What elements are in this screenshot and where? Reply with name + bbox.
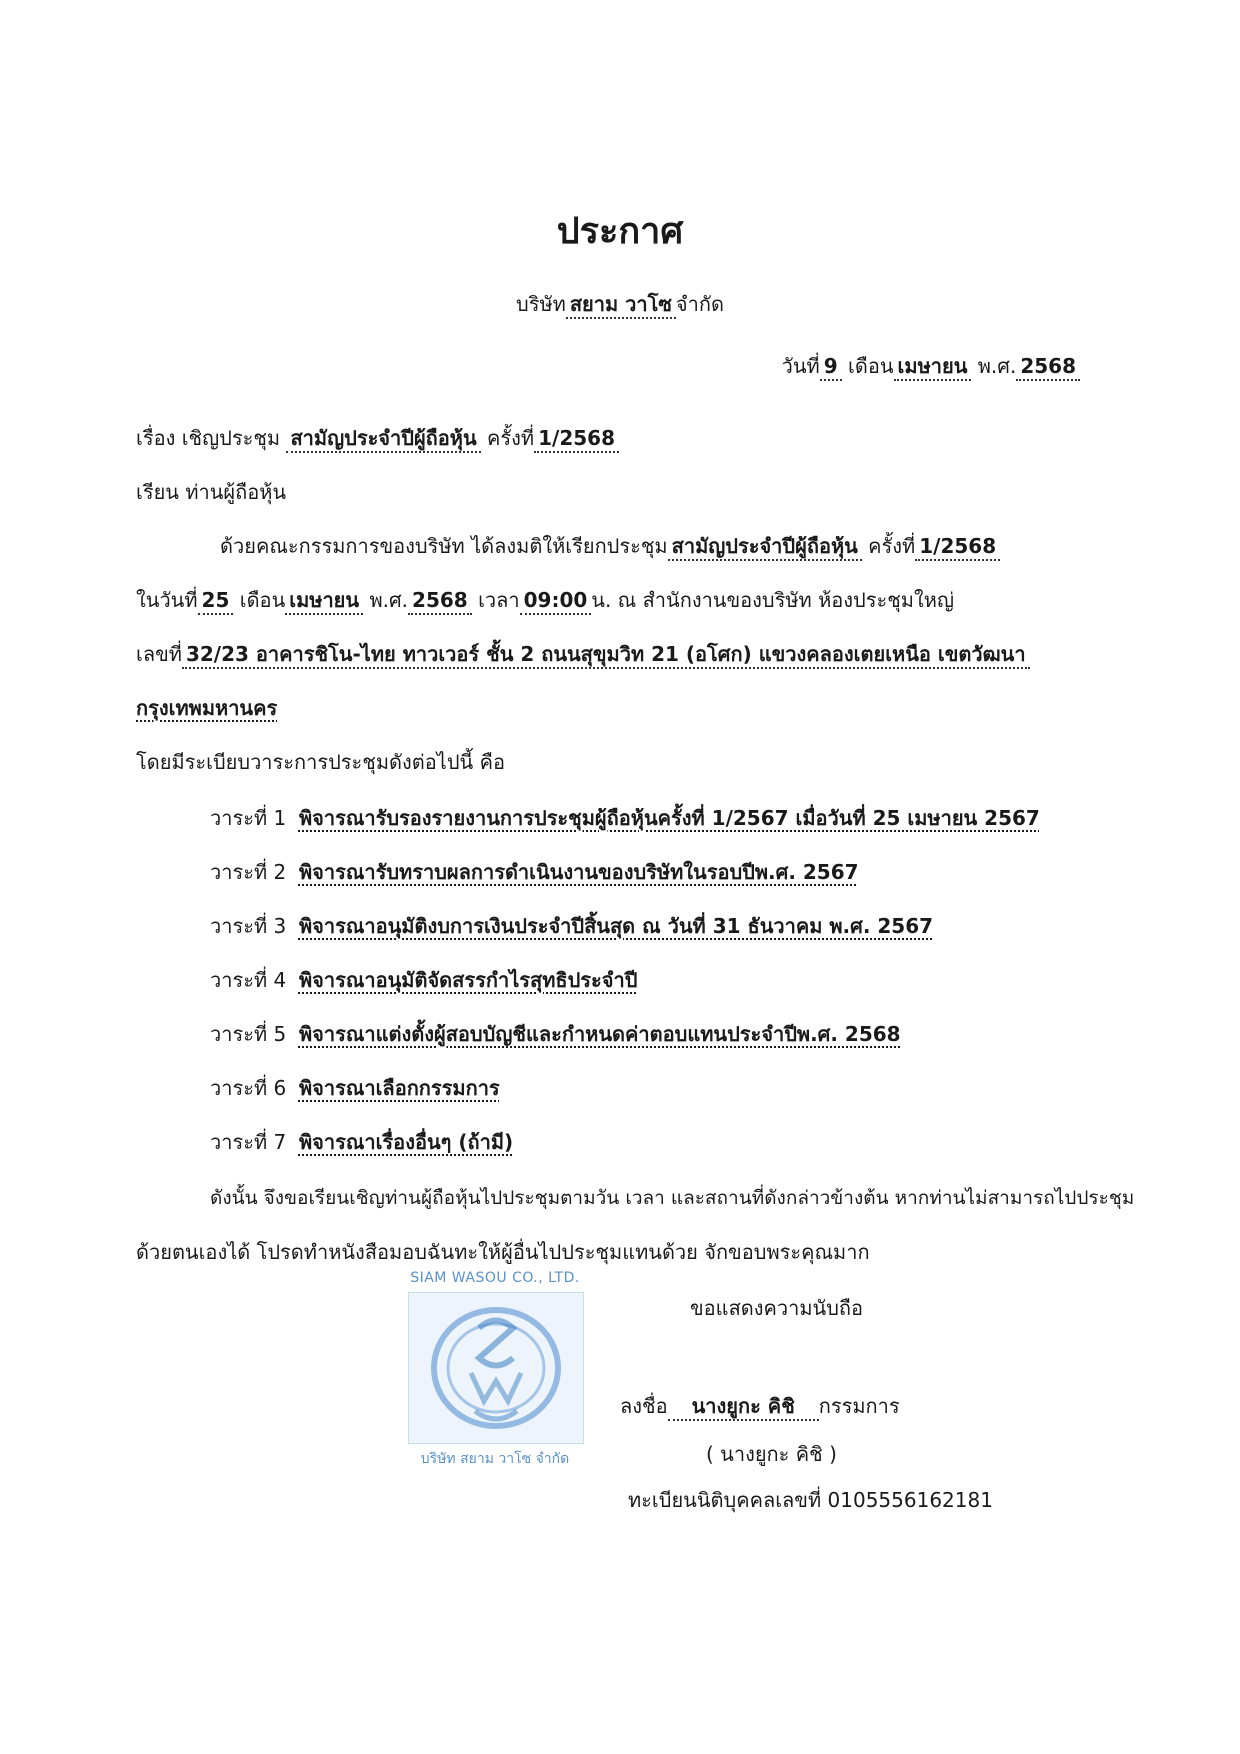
agenda-item [210, 912, 933, 940]
body-meeting-no: 1/2568 [915, 534, 1000, 561]
page-title: ประกาศ [556, 211, 684, 252]
agenda-item [210, 804, 1040, 832]
agenda-intro: โดยมีระเบียบวาระการประชุมดังต่อไปนี้ คือ [136, 750, 505, 774]
body-place-intro: น. ณ สำนักงานของบริษัท ห้องประชุมใหญ่ [591, 588, 954, 612]
date-month-label: เดือน [848, 354, 894, 378]
company-stamp [400, 1270, 590, 1470]
stamp-bottom-text: บริษัท สยาม วาโซ จำกัด [420, 1451, 570, 1467]
agenda-label: วาระที่ 3 [210, 914, 287, 938]
body-intro: ด้วยคณะกรรมการของบริษัท ได้ลงมติให้เรียกประชุม [220, 534, 668, 558]
body-year-label: พ.ศ. [369, 588, 409, 612]
agenda-text: พิจารณาอนุมัติจัดสรรกำไรสุทธิประจำปี [298, 968, 638, 992]
stamp-emblem [408, 1292, 584, 1444]
agenda-label: วาระที่ 1 [210, 806, 287, 830]
agenda-item [210, 1020, 901, 1048]
agenda-item [210, 1128, 513, 1156]
date-year-label: พ.ศ. [977, 354, 1017, 378]
agenda-label: วาระที่ 2 [210, 860, 287, 884]
registration-number: ทะเบียนนิติบุคคลเลขที่ 0105556162181 [628, 1488, 993, 1512]
signature-line [620, 1392, 900, 1420]
closing-line-2: ด้วยตนเองได้ โปรดทำหนังสือมอบฉันทะให้ผู้อื่นไปประชุมแทนด้วย จักขอบพระคุณมาก [136, 1240, 870, 1264]
company-name: สยาม วาโซ [566, 292, 676, 319]
date-year: 2568 [1016, 354, 1080, 381]
date-day: 9 [820, 354, 842, 381]
body-time-label: ครั้งที่ [868, 534, 916, 558]
subject-meeting-no: 1/2568 [534, 426, 619, 453]
agenda-label: วาระที่ 5 [210, 1022, 287, 1046]
closing-line-1: ดังนั้น จึงขอเรียนเชิญท่านผู้ถือหุ้นไปประชุมตามวัน เวลา และสถานที่ดังกล่าวข้างต้น หากท่านไม่สามารถไปประชุม [210, 1187, 1135, 1209]
company-suffix: จำกัด [675, 292, 724, 316]
stamp-top-text: SIAM WASOU CO., LTD. [410, 1270, 580, 1286]
regards: ขอแสดงความนับถือ [690, 1296, 864, 1320]
body-line-1 [220, 532, 1000, 560]
body-address-label: เลขที่ [136, 642, 182, 666]
date-month: เมษายน [894, 354, 972, 381]
body-address-line2: กรุงเทพมหานคร [136, 696, 278, 720]
subject-line [136, 424, 619, 452]
signer-name: นางยูกะ คิชิ [668, 1394, 819, 1421]
body-time: 09:00 [520, 588, 592, 615]
company-line [0, 290, 1240, 318]
agenda-text: พิจารณาเรื่องอื่นๆ (ถ้ามี) [298, 1130, 514, 1154]
agenda-label: วาระที่ 7 [210, 1130, 287, 1154]
body-address-line1: 32/23 อาคารชิโน-ไทย ทาวเวอร์ ชั้น 2 ถนนสุขุมวิท 21 (อโศก) แขวงคลองเตยเหนือ เขตวัฒนา [182, 642, 1030, 669]
body-line-3 [136, 640, 1030, 668]
agenda-item [210, 858, 859, 886]
agenda-item [210, 966, 637, 994]
agenda-text: พิจารณารับรองรายงานการประชุมผู้ถือหุ้นครั้งที่ 1/2567 เมื่อวันที่ 25 เมษายน 2567 [298, 806, 1040, 830]
body-line-4 [136, 694, 277, 722]
signer-role: กรรมการ [818, 1394, 900, 1418]
body-meeting-type: สามัญประจำปีผู้ถือหุ้น [668, 534, 862, 561]
subject-time-label: ครั้งที่ [487, 426, 535, 450]
agenda-label: วาระที่ 6 [210, 1076, 287, 1100]
body-line-2 [136, 586, 954, 614]
printed-name: ( นางยูกะ คิชิ ) [706, 1442, 837, 1466]
stamp-logo-icon [409, 1293, 583, 1443]
body-year: 2568 [408, 588, 472, 615]
agenda-text: พิจารณารับทราบผลการดำเนินงานของบริษัทในรอบปีพ.ศ. 2567 [298, 860, 859, 884]
agenda-text: พิจารณาเลือกกรรมการ [298, 1076, 500, 1100]
date-day-label: วันที่ [781, 354, 820, 378]
agenda-item [210, 1074, 500, 1102]
body-month-label: เดือน [239, 588, 286, 612]
company-prefix: บริษัท [516, 292, 566, 316]
date-line [782, 352, 1080, 380]
subject-label: เรื่อง เชิญประชุม [136, 426, 281, 450]
agenda-label: วาระที่ 4 [210, 968, 287, 992]
agenda-text: พิจารณาแต่งตั้งผู้สอบบัญชีและกำหนดค่าตอบแทนประจำปีพ.ศ. 2568 [298, 1022, 901, 1046]
body-day-label: ในวันที่ [136, 588, 198, 612]
subject-meeting-type: สามัญประจำปีผู้ถือหุ้น [286, 426, 480, 453]
sign-label: ลงชื่อ [620, 1394, 668, 1418]
body-time-word: เวลา [478, 588, 520, 612]
body-day: 25 [198, 588, 234, 615]
body-month: เมษายน [285, 588, 363, 615]
salutation: เรียน ท่านผู้ถือหุ้น [136, 480, 287, 504]
agenda-text: พิจารณาอนุมัติงบการเงินประจำปีสิ้นสุด ณ วันที่ 31 ธันวาคม พ.ศ. 2567 [298, 914, 934, 938]
